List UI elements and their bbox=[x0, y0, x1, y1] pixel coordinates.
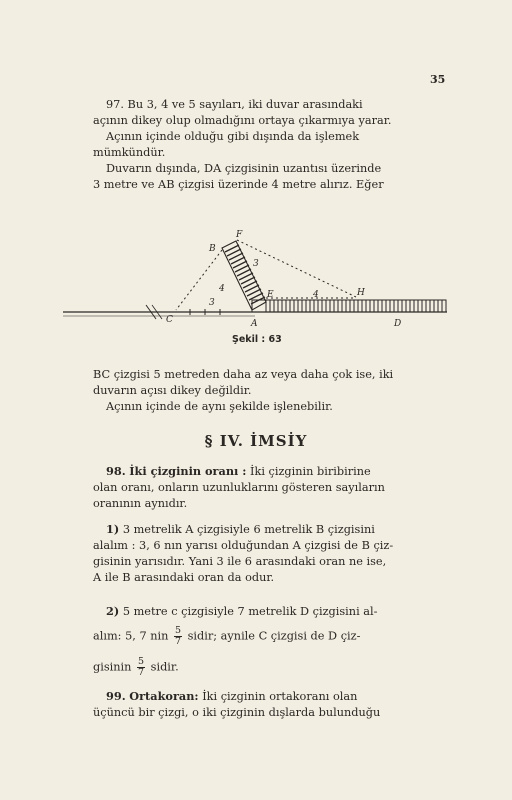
text-line: Açının içinde de aynı şekilde işlenebilir. bbox=[106, 400, 333, 413]
text-run: İki çizginin ortakoranı olan bbox=[202, 690, 358, 703]
paragraph-number: 99. bbox=[106, 689, 126, 703]
text-line: duvarın açısı dikey değildir. bbox=[93, 384, 252, 397]
label-d: D bbox=[394, 319, 402, 329]
text-line: A ile B arasındaki oran da odur. bbox=[93, 571, 275, 584]
fraction-numerator: 5 bbox=[138, 656, 145, 667]
paragraph-number: 98. bbox=[106, 464, 126, 478]
fraction bbox=[174, 626, 182, 647]
text-run: sidir. bbox=[150, 660, 179, 674]
text-line: 97. Bu 3, 4 ve 5 sayıları, iki duvar arasındaki bbox=[106, 98, 363, 111]
page-number: 35 bbox=[430, 73, 446, 86]
text-run: sidir; aynile C çizgisi de D çiz- bbox=[187, 629, 361, 643]
label-h: H bbox=[357, 288, 365, 298]
label-4-slant: 4 bbox=[219, 284, 225, 294]
text-run: İki çizginin biribirine bbox=[250, 465, 371, 478]
text-run: 3 metrelik A çizgisiyle 6 metrelik B çizgisini bbox=[122, 523, 375, 536]
paragraph-98 bbox=[93, 463, 455, 512]
text-line bbox=[93, 603, 455, 620]
text-run: 5 metre c çizgisiyle 7 metrelik D çizgisini al- bbox=[122, 605, 378, 618]
text-line: BC çizgisi 5 metreden daha az veya daha çok ise, iki bbox=[93, 368, 394, 381]
fraction-numerator: 5 bbox=[174, 625, 182, 636]
item-2 bbox=[93, 603, 455, 678]
text-run: gisinin bbox=[93, 660, 132, 674]
text-line: Açının içinde olduğu gibi dışında da işlemek bbox=[106, 130, 360, 143]
text-line bbox=[93, 657, 455, 678]
label-e: E bbox=[267, 290, 274, 300]
horizontal-wall-hatch bbox=[266, 300, 442, 312]
text-line: mümkündür. bbox=[93, 146, 166, 159]
item-number: 2) bbox=[106, 604, 120, 618]
item-1 bbox=[93, 521, 455, 586]
label-a: A bbox=[251, 319, 258, 329]
label-4-ground: 4 bbox=[313, 290, 319, 300]
label-b: B bbox=[209, 244, 216, 254]
label-3-top: 3 bbox=[253, 259, 259, 269]
text-line: açının dikey olup olmadığını ortaya çıkarmıya yarar. bbox=[93, 114, 392, 127]
text-line bbox=[93, 626, 455, 647]
paragraph-99 bbox=[93, 688, 455, 721]
fraction-denominator: 7 bbox=[138, 667, 145, 678]
section-title: § IV. İMSİY bbox=[204, 432, 308, 450]
text-line: olan oranı, onların uzunluklarını gösteren sayıların bbox=[93, 481, 385, 494]
label-c: C bbox=[166, 315, 173, 325]
text-line: alalım : 3, 6 nın yarısı olduğundan A çizgisi de B çiz- bbox=[93, 539, 394, 552]
fraction bbox=[137, 657, 145, 678]
text-run: alım: 5, 7 nin bbox=[93, 629, 169, 643]
horizontal-wall bbox=[252, 300, 446, 312]
text-line: 3 metre ve AB çizgisi üzerinde 4 metre alırız. Eğer bbox=[93, 178, 384, 191]
fraction-denominator: 7 bbox=[174, 636, 182, 647]
paragraph-middle bbox=[93, 367, 455, 415]
text-line: Duvarın dışında, DA çizgisinin uzantısı üzerinde bbox=[106, 162, 382, 175]
label-f: F bbox=[236, 230, 243, 240]
text-line bbox=[93, 463, 455, 480]
text-line bbox=[93, 688, 455, 705]
text-line: üçüncü bir çizgi, o iki çizginin dışlarda bulunduğu bbox=[93, 706, 381, 719]
paragraph-heading: Ortakoran: bbox=[129, 689, 199, 703]
item-number: 1) bbox=[106, 522, 120, 536]
figure-caption: Şekil : 63 bbox=[232, 334, 282, 345]
paragraph-heading: İki çizginin oranı : bbox=[129, 464, 247, 478]
text-line bbox=[93, 521, 455, 538]
label-3-bottom: 3 bbox=[209, 298, 215, 308]
text-line: gisinin yarısıdır. Yani 3 ile 6 arasındaki oran ne ise, bbox=[93, 555, 387, 568]
text-line: oranının aynıdır. bbox=[93, 497, 188, 510]
dotted-line-bc bbox=[176, 250, 222, 310]
